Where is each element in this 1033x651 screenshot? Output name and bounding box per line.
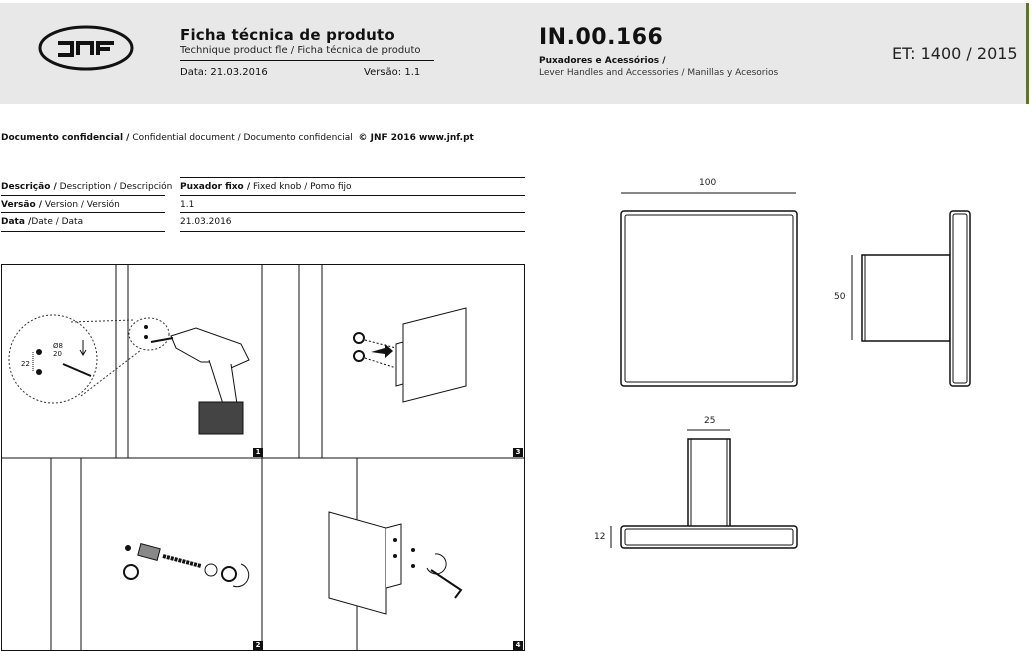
version-value: 1.1: [180, 200, 195, 210]
copyright-text: © JNF 2016 www.jnf.pt: [358, 133, 474, 143]
step-number-2: 2: [253, 641, 263, 650]
step-number-4: 4: [513, 641, 523, 650]
confidential-bold: Documento confidencial /: [1, 133, 130, 143]
date-label-bold: Data /: [1, 217, 32, 227]
step-number-1: 1: [253, 448, 263, 457]
product-category: Puxadores e Acessórios /: [539, 56, 666, 66]
description-value-text: Fixed knob / Pomo fijo: [250, 182, 352, 192]
description-label-text: Description / Descripción: [56, 182, 173, 192]
thickness-dimension: 12: [594, 532, 606, 542]
height-dimension: 50: [834, 292, 846, 302]
version-label-bold: Versão /: [1, 200, 43, 210]
drill-depth-label: 20: [53, 350, 62, 358]
confidential-text: Confidential document / Documento confidencial: [129, 133, 353, 143]
document-subtitle: Technique product fle / Ficha técnica de produto: [180, 45, 421, 56]
date-value: 21.03.2016: [180, 217, 232, 227]
header-version: Versão: 1.1: [364, 67, 421, 78]
product-code: IN.00.166: [539, 25, 664, 50]
width-dimension: 100: [699, 178, 717, 188]
document-title: Ficha técnica de produto: [180, 26, 395, 44]
date-label-text: Date / Data: [31, 217, 84, 227]
step-number-3: 3: [513, 448, 523, 457]
depth-dimension: 25: [704, 416, 716, 426]
header-date: Data: 21.03.2016: [180, 67, 268, 78]
et-reference: ET: 1400 / 2015: [892, 44, 1018, 63]
description-label-bold: Descrição /: [1, 182, 57, 192]
product-category-translations: Lever Handles and Accessories / Manillas y Acesorios: [539, 68, 779, 78]
drill-diameter-label: Ø8: [53, 342, 63, 350]
version-label-text: Version / Versión: [42, 200, 120, 210]
description-value-bold: Puxador fixo /: [180, 182, 251, 192]
drill-spacing-label: 22: [21, 360, 30, 368]
